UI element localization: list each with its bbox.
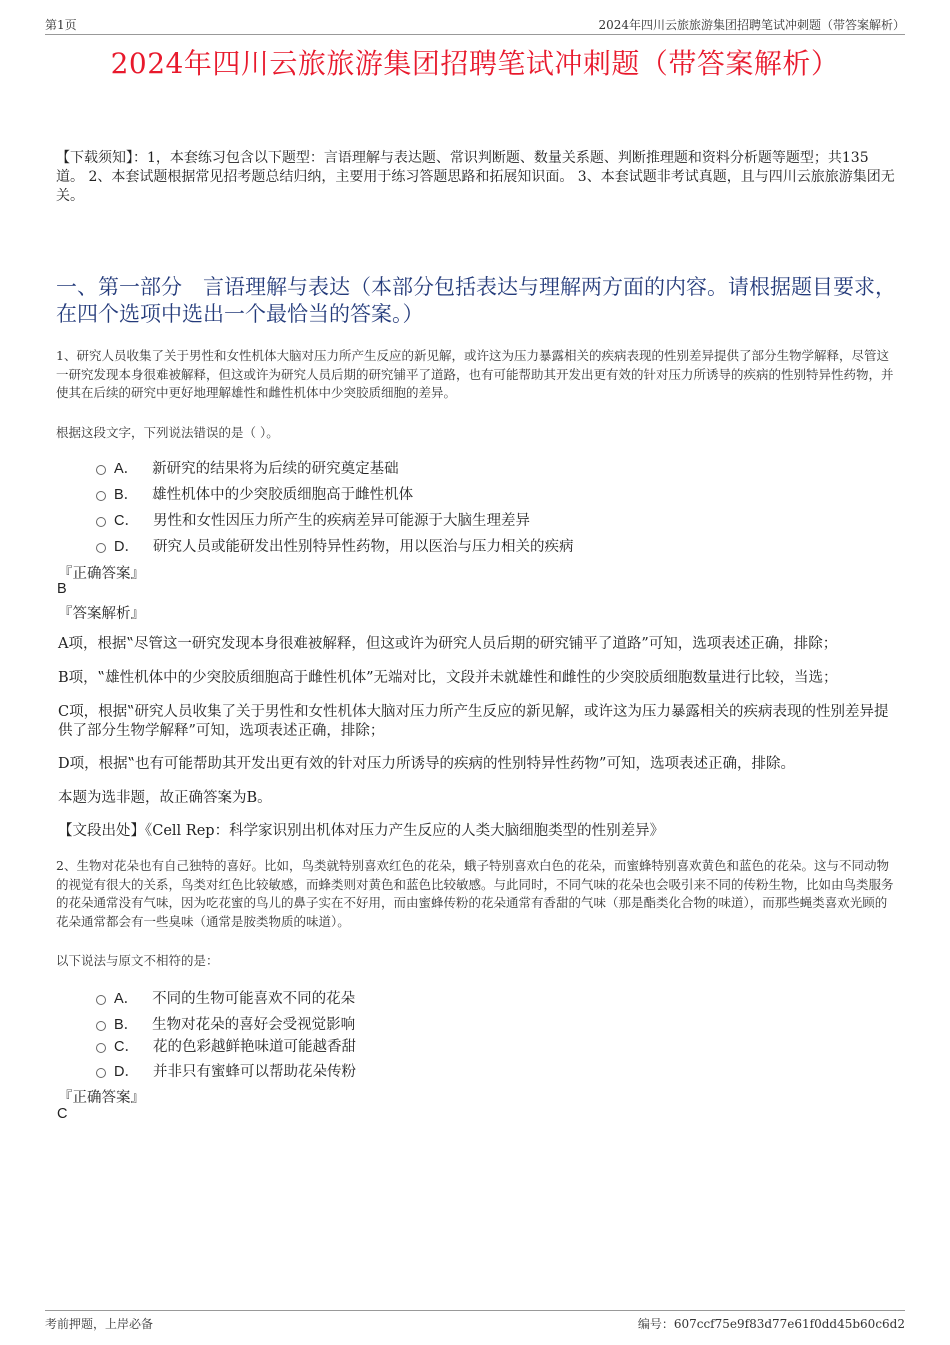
question-2-answer-label: 『正确答案』 (58, 1090, 145, 1106)
question-1-option-d[interactable]: D． 研究人员或能研发出性别特异性药物，用以医治与压力相关的疾病 (96, 535, 573, 557)
analysis-conclusion: 本题为选非题，故正确答案为B。 (58, 790, 272, 806)
question-2-prompt: 以下说法与原文不相符的是： (56, 953, 219, 968)
header-doc-title: 2024年四川云旅旅游集团招聘笔试冲刺题（带答案解析） (598, 18, 905, 32)
question-2-text: 2、生物对花朵也有自己独特的喜好。比如，鸟类就特别喜欢红色的花朵，蛾子特别喜欢白色的花朵，而蜜蜂特别喜欢黄色和蓝色的花朵。这与不同动物的视觉有很大的关系，鸟类对红色比较敏感，而蜂类则对黄色和蓝色比较敏感。与此同时，不同气味的花朵也会吸引来不同的传粉生物，比如由鸟类服务的花朵通常没有气味，因为吃花蜜的鸟儿的鼻子实在不好用，而由蜜蜂传粉的花朵通常有香甜的气味（那是酯类化合物的味道），而那些蝇类喜欢光顾的花朵通常都会有一些臭味（通常是胺类物质的味道）。 (56, 858, 894, 929)
analysis-c: C项，根据‟研究人员收集了关于男性和女性机体大脑对压力所产生反应的新见解，或许这为压力暴露相关的疾病表现的性别差异提供了部分生物学解释”可知，选项表述正确，排除； (58, 704, 889, 739)
question-2-option-a[interactable]: A． 不同的生物可能喜欢不同的花朵 (96, 987, 355, 1009)
question-1-option-a[interactable]: A． 新研究的结果将为后续的研究奠定基础 (96, 457, 399, 479)
question-2-answer: C (57, 1106, 68, 1122)
question-1-prompt: 根据这段文字，下列说法错误的是（ ）。 (56, 425, 279, 440)
page-footer (45, 1310, 905, 1331)
question-1-text: 1、研究人员收集了关于男性和女性机体大脑对压力所产生反应的新见解，或许这为压力暴露相关的疾病表现的性别差异提供了部分生物学解释，尽管这一研究发现本身很难被解释，但这或许为研究人员后期的研究铺平了道路，也有可能帮助其开发出更有效的针对压力所诱导的疾病的性别特异性药物，并使其在后续的研究中更好地理解雄性和雌性机体中少突胶质细胞的差异。 (56, 348, 894, 400)
question-2-option-b[interactable]: B． 生物对花朵的喜好会受视觉影响 (96, 1013, 355, 1035)
footer-code: 编号：607ccf75e9f83d77e61f0dd45b60c6d2 (637, 1317, 905, 1331)
analysis-b: B项，‟雄性机体中的少突胶质细胞高于雌性机体”无端对比，文段并未就雄性和雌性的少突胶质细胞数量进行比较，当选； (58, 670, 838, 686)
question-1-analysis-label: 『答案解析』 (58, 606, 145, 622)
page-header (45, 14, 905, 35)
footer-slogan: 考前押题，上岸必备 (45, 1317, 154, 1331)
radio-icon[interactable] (96, 995, 106, 1005)
question-1-option-b[interactable]: B． 雄性机体中的少突胶质细胞高于雌性机体 (96, 483, 413, 505)
download-notice: 【下载须知】：1，本套练习包含以下题型：言语理解与表达题、常识判断题、数量关系题、判断推理题和资料分析题等题型；共135道。 2、本套试题根据常见招考题总结归纳，主要用于练习答题思路和拓展知识面。 3、本套试题非考试真题，且与四川云旅旅游集团无关。 (56, 150, 895, 204)
radio-icon[interactable] (96, 491, 106, 501)
question-2-option-d[interactable]: D． 并非只有蜜蜂可以帮助花朵传粉 (96, 1060, 356, 1082)
page-number: 第1页 (45, 18, 77, 32)
analysis-a: A项，根据‟尽管这一研究发现本身很难被解释，但这或许为研究人员后期的研究铺平了道路”可知，选项表述正确，排除； (58, 636, 838, 652)
radio-icon[interactable] (96, 1021, 106, 1031)
question-1-answer: B (57, 581, 67, 597)
analysis-source: 【文段出处】《Cell Rep：科学家识别出机体对压力产生反应的人类大脑细胞类型的性别差异》 (58, 823, 665, 839)
question-1-option-c[interactable]: C． 男性和女性因压力所产生的疾病差异可能源于大脑生理差异 (96, 509, 530, 531)
radio-icon[interactable] (96, 1068, 106, 1078)
radio-icon[interactable] (96, 465, 106, 475)
radio-icon[interactable] (96, 517, 106, 527)
radio-icon[interactable] (96, 543, 106, 553)
question-1-answer-label: 『正确答案』 (58, 566, 145, 582)
document-title: 2024年四川云旅旅游集团招聘笔试冲刺题（带答案解析） (110, 47, 840, 80)
analysis-d: D项，根据‟也有可能帮助其开发出更有效的针对压力所诱导的疾病的性别特异性药物”可知，选项表述正确，排除。 (58, 756, 795, 772)
question-2-option-c[interactable]: C． 花的色彩越鲜艳味道可能越香甜 (96, 1035, 356, 1057)
section-heading: 一、第一部分 言语理解与表达（本部分包括表达与理解两方面的内容。请根据题目要求，在四个选项中选出一个最恰当的答案。） (56, 275, 896, 326)
radio-icon[interactable] (96, 1043, 106, 1053)
